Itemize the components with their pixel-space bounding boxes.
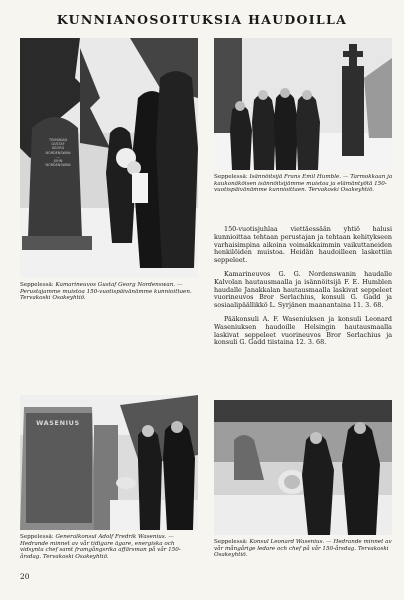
article-body xyxy=(214,226,392,353)
photo-nordenswan-grave xyxy=(20,38,198,278)
caption-photo-4 xyxy=(214,539,394,559)
caption-lead: Seppelessä: xyxy=(20,534,54,540)
photo-wasenius-grave xyxy=(20,395,198,530)
caption-text: Generalkonsul Adolf Fredrik Wasenius. — Hedrande minnet av vår tidigare ägare, energiska och vidsynta chef samt framgångsrika affärsman på vår 150-årsdag. Tervakoski Osakeyhtiö. xyxy=(20,534,181,560)
caption-text: Konsul Leonard Wasenius. — Hedrande minnet av vår mångårige ledare och chef på vår 150-årsdag. Tervakoski Osakeyhtiö. xyxy=(214,539,392,559)
caption-lead: Seppelessä: xyxy=(20,282,54,288)
caption-lead: Seppelessä: xyxy=(214,539,248,545)
caption-lead: Seppelessä: xyxy=(214,174,248,180)
body-paragraph: Kamarineuvos G. G. Nordenswanin haudalle Kalvolan hautausmaalla ja isännöitsijä F. E. Humblen haudalle Janakkalan hautausmaalla laskivat seppeleet vuorineuvos Bror Serlachius, konsuli G. Gadd ja sosiaalipäällikkö L. Syrjänen maanantaina 11. 3. 68. xyxy=(214,269,392,310)
caption-photo-2 xyxy=(214,174,394,194)
photo-leonard-wasenius-grave xyxy=(214,400,392,535)
caption-photo-1 xyxy=(20,282,200,302)
page-title: KUNNIANOSOITUKSIA HAUDOILLA xyxy=(56,12,348,27)
caption-text: Kamarineuvos Gustaf Georg Nordenswan. — Perustajamme muistoa 150-vuotispäivänämme kunnioittaen. Tervakoski Osakeyhtiö. xyxy=(20,282,192,302)
gravestone-inscription: TEKNIIKAN GUSTAF GEORG NORDENSWAN — JOHN NORDENSWAN xyxy=(45,138,71,168)
caption-photo-3 xyxy=(20,534,200,560)
body-paragraph: Pääkonsuli A. F. Waseniuksen ja konsuli Leonard Waseniuksen haudoille Helsingin hautausmaalla laskivat seppeleet vuorineuvos Bror Serlachius ja konsuli G. Gadd tiistaina 12. 3. 68. xyxy=(214,314,392,347)
body-paragraph: 150-vuotisjuhlaa viettäessään yhtiö halusi kunnioittaa tehtaan perustajan ja tehtaan kehitykseen varhaisimpina aikoina voimakkaimmin vaikuttaneiden henkilöiden muistoa. Heidän haudoilleen laskettiin seppeleet. xyxy=(214,225,392,265)
page-number: 20 xyxy=(20,572,30,581)
caption-text: Isännöitsijä Frans Emil Humble. — Tarmokkaan ja kaukonäköisen isännöitsijämme muistoa ja elämäntyötä 150-vuotispäivänämme kunnioittaen. Tervakoski Osakeyhtiö. xyxy=(214,174,393,194)
gravestone-name: WASENIUS xyxy=(36,419,80,427)
photo-humble-grave xyxy=(214,38,392,170)
